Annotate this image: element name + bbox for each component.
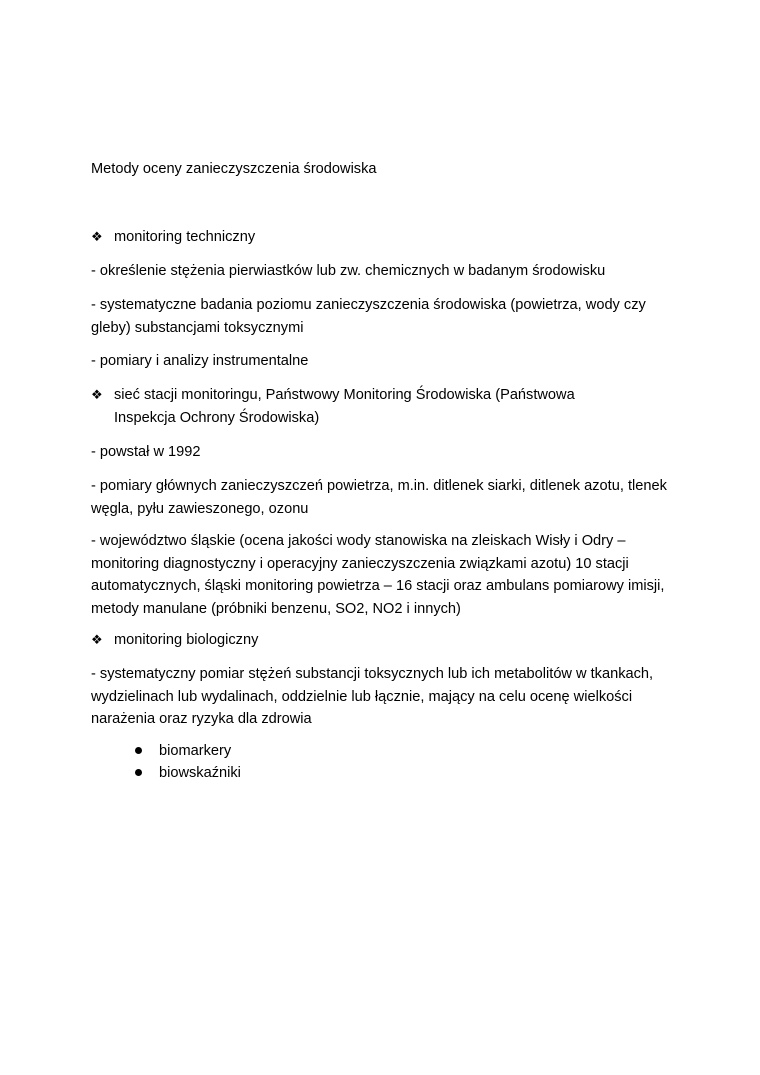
paragraph: - województwo śląskie (ocena jakości wody stanowiska na zleiskach Wisły i Odry – monitoring diagnostyczny i operacyjny zanieczyszczenia związkami azotu) 10 stacji automatycznych, śląski monitoring powietrza – 16 stacji oraz ambulans pomiarowy imisji, metody manulane (próbniki benzenu, SO2, NO2 i innych) (91, 533, 665, 617)
bullet-dot-icon (135, 747, 142, 754)
paragraph: - określenie stężenia pierwiastków lub zw. chemicznych w badanym środowisku (91, 263, 606, 279)
section-heading: monitoring techniczny (114, 229, 256, 245)
section-heading: sieć stacji monitoringu, Państwowy Monitoring Środowiska (Państwowa Inspekcja Ochrony Środowiska) (114, 387, 575, 426)
paragraph: - pomiary i analizy instrumentalne (91, 353, 309, 369)
diamond-bullet-icon: ❖ (91, 229, 103, 244)
list-item: biomarkery (159, 743, 232, 759)
section-heading: monitoring biologiczny (114, 632, 259, 648)
diamond-bullet-icon: ❖ (91, 632, 103, 647)
paragraph: - systematyczny pomiar stężeń substancji toksycznych lub ich metabolitów w tkankach, wydzielinach lub wydalinach, oddzielnie lub łącznie, mający na celu ocenę wielkości narażenia oraz ryzyka dla zdrowia (91, 666, 654, 727)
paragraph: - systematyczne badania poziomu zanieczyszczenia środowiska (powietrza, wody czy gleby) substancjami toksycznymi (91, 297, 646, 336)
paragraph: - powstał w 1992 (91, 444, 201, 460)
list-item: biowskaźniki (159, 765, 241, 781)
bullet-dot-icon (135, 769, 142, 776)
diamond-bullet-icon: ❖ (91, 387, 103, 402)
paragraph: - pomiary głównych zanieczyszczeń powietrza, m.in. ditlenek siarki, ditlenek azotu, tlenek węgla, pyłu zawieszonego, ozonu (91, 478, 667, 517)
document-title: Metody oceny zanieczyszczenia środowiska (91, 161, 377, 177)
